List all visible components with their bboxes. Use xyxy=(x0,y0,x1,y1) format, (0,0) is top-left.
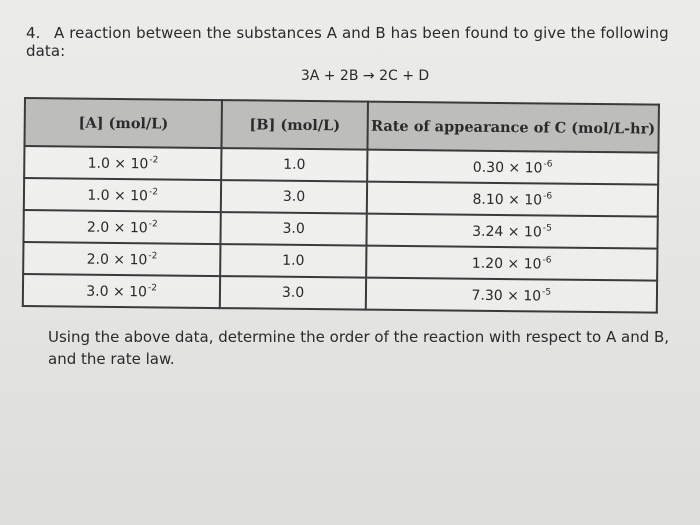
cell-a-exponent: -2 xyxy=(148,282,158,293)
cell-a-base: 2.0 × 10 xyxy=(86,251,148,268)
header-concentration-b: [B] (mol/L) xyxy=(222,100,368,150)
cell-c-exponent: -5 xyxy=(542,222,552,234)
cell-c-base: 3.24 × 10 xyxy=(472,223,542,240)
cell-c xyxy=(366,214,658,249)
cell-a-base: 3.0 × 10 xyxy=(86,283,148,300)
cell-c xyxy=(366,278,658,313)
cell-b: 3.0 xyxy=(221,212,367,246)
question-text: A reaction between the substances A and B has been found to give the following data: xyxy=(26,24,669,60)
cell-a-exponent: -2 xyxy=(149,186,159,197)
cell-a-base: 1.0 × 10 xyxy=(87,187,149,204)
rate-data-table xyxy=(22,97,660,314)
cell-a-exponent: -2 xyxy=(148,218,158,229)
cell-b: 3.0 xyxy=(220,276,366,310)
cell-b: 1.0 xyxy=(221,244,367,278)
cell-c xyxy=(367,150,659,185)
cell-a-exponent: -2 xyxy=(148,250,158,261)
cell-a xyxy=(23,274,221,308)
cell-a-exponent: -2 xyxy=(149,154,159,165)
cell-c xyxy=(367,182,659,217)
cell-c-exponent: -6 xyxy=(543,190,553,202)
cell-c xyxy=(366,246,658,281)
question-prompt xyxy=(26,24,700,60)
header-rate-c: Rate of appearance of C (mol/L-hr) xyxy=(367,102,659,153)
cell-b: 1.0 xyxy=(222,148,368,182)
cell-a xyxy=(24,146,222,180)
equation-text: 3A + 2B → 2C + D xyxy=(300,68,430,84)
cell-a-base: 2.0 × 10 xyxy=(86,219,148,236)
cell-b: 3.0 xyxy=(221,180,367,214)
cell-c-base: 7.30 × 10 xyxy=(471,287,542,304)
cell-c-exponent: -6 xyxy=(542,254,552,266)
cell-a xyxy=(23,210,221,244)
header-concentration-a: [A] (mol/L) xyxy=(24,98,222,148)
reaction-equation xyxy=(0,68,700,84)
table-row xyxy=(23,274,657,313)
cell-a xyxy=(23,242,221,276)
table-header-row xyxy=(24,98,658,153)
cell-c-base: 0.30 × 10 xyxy=(472,159,543,176)
cell-c-base: 8.10 × 10 xyxy=(472,191,543,208)
cell-c-exponent: -6 xyxy=(543,158,553,170)
cell-a xyxy=(24,178,222,212)
followup-instruction: Using the above data, determine the order of the reaction with respect to A and B, and the rate law. xyxy=(48,328,670,368)
cell-c-base: 1.20 × 10 xyxy=(471,255,542,272)
question-number: 4. xyxy=(26,24,41,42)
cell-a-base: 1.0 × 10 xyxy=(87,155,149,172)
cell-c-exponent: -5 xyxy=(542,286,552,298)
